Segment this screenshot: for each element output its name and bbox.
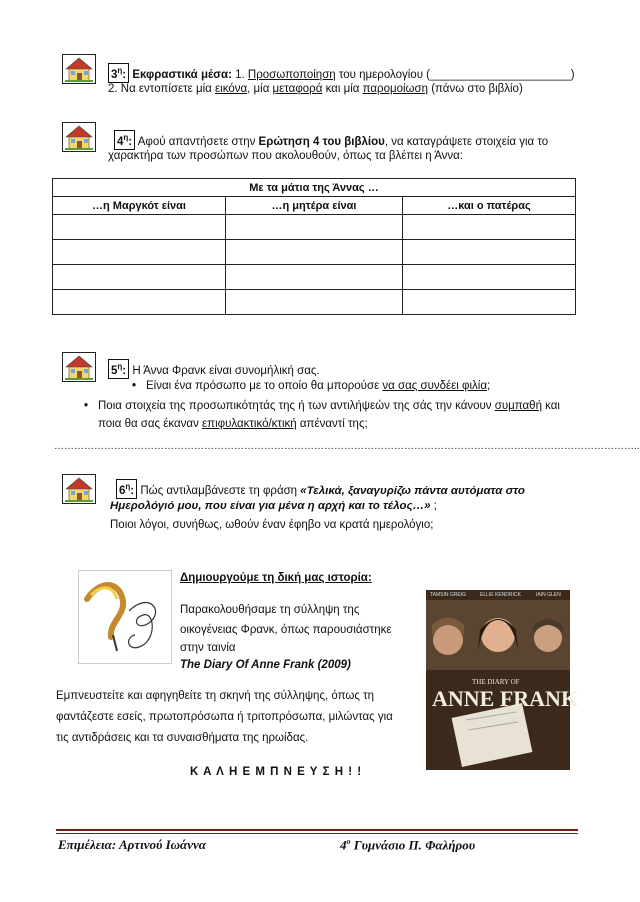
q5-bullet1: • Είναι ένα πρόσωπο με το οποίο θα μπορούσε να σας συνδέει φιλία;	[146, 380, 490, 392]
footer-rule	[56, 833, 578, 834]
table-cell[interactable]	[226, 265, 403, 290]
table-cell[interactable]	[226, 290, 403, 315]
house-icon	[62, 352, 96, 382]
q5-bullet2-cont: ποια θα σας έκαναν επιφυλακτικό/κτική απέναντί της;	[98, 418, 368, 430]
story-heading: Δημιουργούμε τη δική μας ιστορία:	[180, 572, 372, 584]
table-title: Με τα μάτια της Άννας …	[53, 179, 576, 197]
story-p2-l3: τις αντιδράσεις και τα συναισθήματα της ηρωίδας.	[56, 732, 309, 744]
table-cell[interactable]	[53, 290, 226, 315]
house-icon	[62, 474, 96, 504]
table-cell[interactable]	[403, 240, 576, 265]
table-header-margot: …η Μαργκότ είναι	[53, 197, 226, 215]
q3-line2: 2. Να εντοπίσετε μία εικόνα, μία μεταφορά και μία παρομοίωση (πάνω στο βιβλίο)	[108, 83, 523, 95]
poster-actor: IAIN GLEN	[536, 592, 561, 598]
poster-actor: ELLIE KENDRICK	[480, 592, 521, 598]
q4-number: $4^\eta$:	[114, 130, 135, 150]
q6-line2: Ημερολόγιό μου, που είναι για μένα η αρχή και το τέλος…» ;	[110, 500, 437, 512]
footer-school: $4^o$ Γυμνάσιο Π. Φαλήρου	[340, 837, 476, 853]
q3-line1: $3^\eta$: Εκφραστικά μέσα: 1. Προσωποποίηση του ημερολογίου (______________________)	[108, 63, 575, 83]
poster-actor: TAMSIN GREIG	[430, 592, 467, 598]
answer-dots[interactable]: …………………………………………………………………………………………………………………………………………………………..	[54, 441, 640, 452]
table-cell[interactable]	[53, 265, 226, 290]
table-header-mother: …η μητέρα είναι	[226, 197, 403, 215]
movie-poster	[426, 590, 579, 770]
q3-term: Προσωποποίηση	[247, 68, 336, 81]
house-icon	[62, 54, 96, 84]
table-cell[interactable]	[226, 215, 403, 240]
footer-author: Επιμέλεια: Αρτινού Ιωάννα	[58, 837, 206, 852]
table-cell[interactable]	[53, 215, 226, 240]
q5-number: $5^\eta$:	[108, 359, 129, 379]
quill-image	[78, 570, 172, 664]
story-p2-l2: φαντάζεστε εσείς, πρωτοπρόσωπα ή τριτοπρόσωπα, μιλώντας για	[56, 711, 393, 723]
poster-title-small: THE DIARY OF	[472, 678, 520, 686]
house-icon	[62, 122, 96, 152]
poster-title: ANNE FRANK	[432, 686, 579, 711]
q6-line3: Ποιοι λόγοι, συνήθως, ωθούν έναν έφηβο να κρατά ημερολόγιο;	[110, 519, 434, 531]
closing-text: Κ Α Λ Η Ε Μ Π Ν Ε Υ Σ Η ! !	[190, 766, 363, 778]
table-row	[53, 240, 576, 265]
q6-number: $6^\eta$:	[116, 479, 137, 499]
q3-number: $3^\eta$:	[108, 63, 129, 83]
table-cell[interactable]	[226, 240, 403, 265]
story-p2-l1: Εμπνευστείτε και αφηγηθείτε τη σκηνή της σύλληψης, όπως τη	[56, 690, 375, 702]
table-cell[interactable]	[53, 240, 226, 265]
q4-line2: χαρακτήρα των προσώπων που ακολουθούν, όπως τα βλέπει η Άννα:	[108, 150, 464, 162]
q5-bullet2: • Ποια στοιχεία της προσωπικότητάς της ή των αντιλήψεών της σάς την κάνουν συμπαθή και	[98, 400, 560, 412]
footer-rule	[56, 829, 578, 831]
q3-bold: Εκφραστικά μέσα:	[132, 68, 232, 81]
q3-blank: ______________________	[430, 68, 571, 81]
table-row	[53, 290, 576, 315]
characters-table	[52, 178, 576, 315]
q5-line1: $5^\eta$: Η Άννα Φρανκ είναι συνομήλική σας.	[108, 359, 320, 379]
story-p1-l3: στην ταινία	[180, 642, 236, 654]
table-cell[interactable]	[403, 290, 576, 315]
table-row	[53, 265, 576, 290]
q4-line1: $4^\eta$: Αφού απαντήσετε στην Ερώτηση 4 του βιβλίου, να καταγράψετε στοιχεία για το	[114, 130, 548, 150]
table-row	[53, 215, 576, 240]
table-cell[interactable]	[403, 265, 576, 290]
story-p1-l1: Παρακολουθήσαμε τη σύλληψη της	[180, 604, 360, 616]
table-header-father: …και ο πατέρας	[403, 197, 576, 215]
story-p1-l2: οικογένειας Φρανκ, όπως παρουσιάστηκε	[180, 624, 392, 636]
film-title: The Diary Of Anne Frank (2009)	[180, 659, 351, 671]
q6-line1: $6^\eta$: Πώς αντιλαμβάνεστε τη φράση «Τελικά, ξαναγυρίζω πάντα αυτόματα στο	[116, 479, 525, 499]
table-cell[interactable]	[403, 215, 576, 240]
